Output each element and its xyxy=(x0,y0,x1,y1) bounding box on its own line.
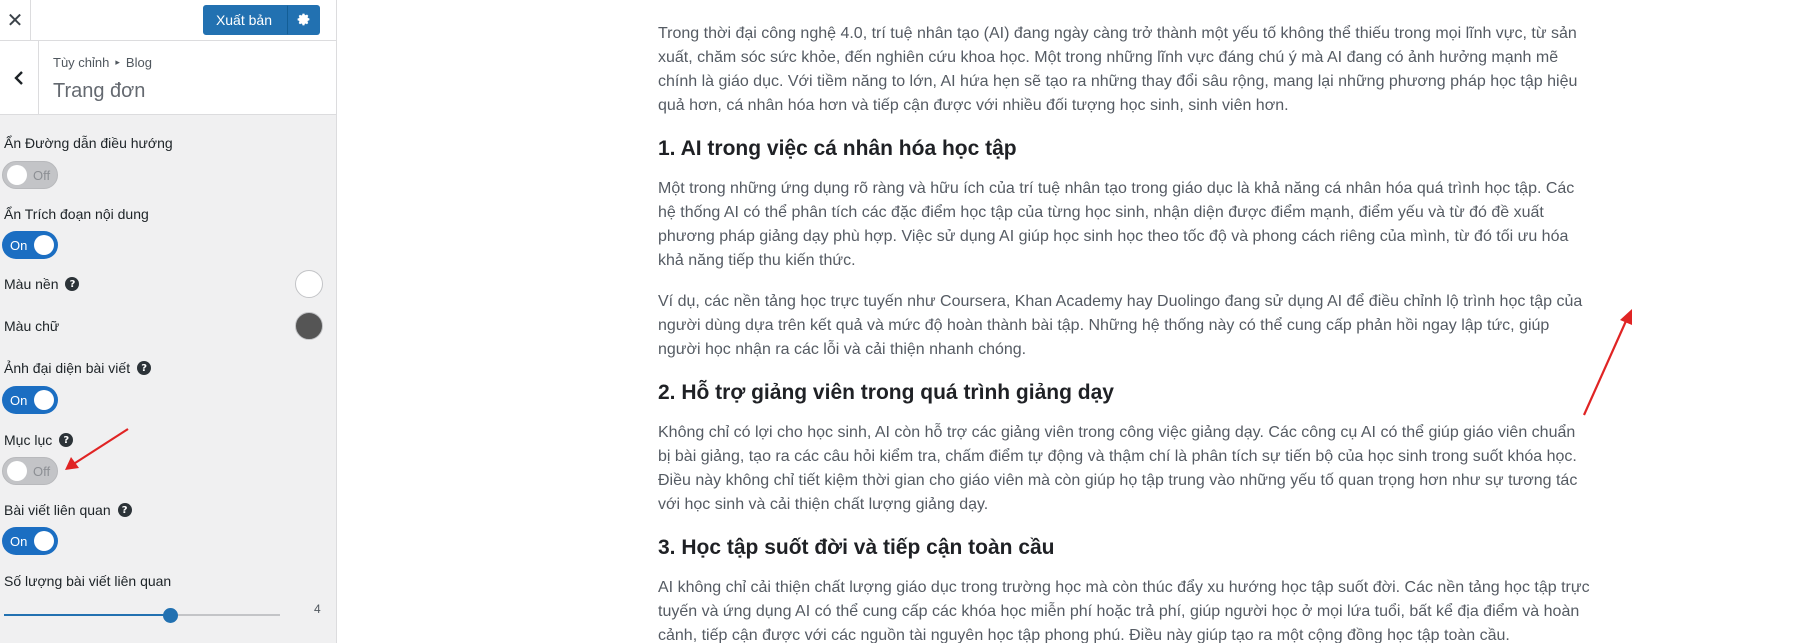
hide-excerpt-label-text: Ẩn Trích đoạn nội dung xyxy=(4,206,149,222)
hide-excerpt-toggle[interactable] xyxy=(2,231,58,259)
section-header xyxy=(0,41,336,115)
toc-label-text: Mục lục xyxy=(4,432,53,448)
article-content xyxy=(658,22,1590,643)
section-title: Trang đơn xyxy=(53,80,146,102)
help-icon[interactable]: ? xyxy=(137,361,151,375)
article-paragraph-4: AI không chỉ cải thiện chất lượng giáo dục trong trường học mà còn thúc đẩy xu hướng học tập suốt đời. Các nền tảng học tập trực tuyến và ứng dụng AI có thể cung cấp các khóa học miễn phí hoặc trả phí, giúp người học ở mọi lứa tuổi, bất kể địa điểm và hoàn cảnh, tiếp cận được với các nguồn tài nguyên học tập phong phú. Điều này giúp tạo ra một cộng đồng học tập toàn cầu. xyxy=(658,579,1590,643)
related-posts-label-text: Bài viết liên quan xyxy=(4,502,111,518)
text-color-swatch[interactable] xyxy=(295,312,323,340)
hide-excerpt-label xyxy=(4,206,149,222)
publish-button[interactable]: Xuất bản xyxy=(203,5,287,35)
article-heading-1: 1. AI trong việc cá nhân hóa học tập xyxy=(658,137,1017,160)
toc-label xyxy=(4,432,73,448)
publish-settings-button[interactable] xyxy=(287,5,320,35)
text-color-label xyxy=(4,318,59,334)
related-count-label xyxy=(4,573,171,589)
article-heading-3: 3. Học tập suốt đời và tiếp cận toàn cầu xyxy=(658,536,1055,559)
article-paragraph-1: Một trong những ứng dụng rõ ràng và hữu ích của trí tuệ nhân tạo trong giáo dục là khả năng cá nhân hóa quá trình học tập. Các hệ thống AI có thể phân tích các đặc điểm học tập của từng học sinh, nhận diện được điểm mạnh, điểm yếu và từ đó đề xuất phương pháp giảng dạy phù hợp. Việc sử dụng AI giúp học sinh học theo tốc độ và phong cách riêng của mình, từ đó tối ưu hóa khả năng tiếp thu kiến thức. xyxy=(658,180,1575,269)
section-titles xyxy=(39,41,152,114)
featured-image-label xyxy=(4,360,151,376)
breadcrumb-child: Blog xyxy=(125,55,152,70)
article-intro: Trong thời đại công nghệ 4.0, trí tuệ nhân tạo (AI) đang ngày càng trở thành một yếu tố không thể thiếu trong mọi lĩnh vực, từ sản xuất, chăm sóc sức khỏe, đến nghiên cứu khoa học. Một trong những lĩnh vực đáng chú ý mà AI đang có ảnh hưởng mạnh mẽ chính là giáo dục. Với tiềm năng to lớn, AI hứa hẹn sẽ tạo ra những thay đổi sâu rộng, mang lại những phương pháp học tập hiệu quả hơn, cá nhân hóa hơn và tiếp cận được với nhiều đối tượng học sinh, sinh viên hơn. xyxy=(658,25,1578,114)
article-paragraph-2: Ví dụ, các nền tảng học trực tuyến như Coursera, Khan Academy hay Duolingo đang sử dụng AI để điều chỉnh lộ trình học tập của người dùng dựa trên kết quả và mức độ hoàn thành bài tập. Những hệ thống này có thể cung cấp phản hồi ngay lập tức, giúp người học nhận ra các lỗi và cải thiện nhanh chóng. xyxy=(658,293,1583,358)
related-count-value: 4 xyxy=(314,602,321,616)
article-paragraph-3: Không chỉ có lợi cho học sinh, AI còn hỗ trợ các giảng viên trong công việc giảng dạy. Các công cụ AI có thể giúp giáo viên chuẩn bị bài giảng, tạo ra các câu hỏi kiểm tra, chấm điểm tự động và thậm chí là phân tích sự tiến bộ của học sinh trong suốt khóa học. Điều này không chỉ tiết kiệm thời gian cho giáo viên mà còn giúp họ tập trung vào những yếu tố quan trọng hơn như sự tương tác với học sinh và cải thiện chất lượng giảng dạy. xyxy=(658,424,1578,513)
close-button[interactable] xyxy=(0,0,31,41)
chevron-left-icon xyxy=(13,70,25,86)
toc-toggle[interactable] xyxy=(2,457,58,485)
related-posts-label xyxy=(4,502,132,518)
publish-group xyxy=(203,5,320,35)
text-color-label-text: Màu chữ xyxy=(4,318,60,334)
close-icon: ✕ xyxy=(6,9,24,32)
featured-image-label-text: Ảnh đại diện bài viết xyxy=(4,360,131,376)
toggle-knob xyxy=(34,531,54,551)
hide-breadcrumb-label-text: Ẩn Đường dẫn điều hướng xyxy=(4,135,173,151)
bg-color-label xyxy=(4,276,79,292)
toggle-state: Off xyxy=(33,463,51,479)
toggle-state: On xyxy=(10,237,28,253)
toggle-state: Off xyxy=(33,167,51,183)
hide-breadcrumb-label xyxy=(4,135,173,151)
toggle-knob xyxy=(7,165,27,185)
help-icon[interactable]: ? xyxy=(59,433,73,447)
breadcrumb xyxy=(53,55,152,70)
related-count-label-text: Số lượng bài viết liên quan xyxy=(4,573,172,589)
related-count-slider[interactable] xyxy=(4,608,280,622)
customizer-topbar xyxy=(0,0,336,41)
toggle-knob xyxy=(7,461,27,481)
related-posts-toggle[interactable] xyxy=(2,527,58,555)
help-icon[interactable]: ? xyxy=(65,277,79,291)
slider-thumb[interactable] xyxy=(163,608,178,623)
toggle-state: On xyxy=(10,392,28,408)
customizer-sidebar xyxy=(0,0,337,643)
help-icon[interactable]: ? xyxy=(118,503,132,517)
article-heading-2: 2. Hỗ trợ giảng viên trong quá trình giảng dạy xyxy=(658,381,1114,404)
back-button[interactable] xyxy=(0,41,39,115)
bg-color-swatch[interactable] xyxy=(295,270,323,298)
bg-color-label-text: Màu nền xyxy=(4,276,59,292)
site-preview xyxy=(338,0,1810,643)
slider-fill xyxy=(4,614,170,616)
toggle-state: On xyxy=(10,533,28,549)
toggle-knob xyxy=(34,235,54,255)
gear-icon xyxy=(297,13,311,27)
breadcrumb-separator-icon: ▸ xyxy=(115,57,120,67)
featured-image-toggle[interactable] xyxy=(2,386,58,414)
hide-breadcrumb-toggle[interactable] xyxy=(2,161,58,189)
breadcrumb-parent: Tùy chỉnh xyxy=(53,55,110,70)
toggle-knob xyxy=(34,390,54,410)
